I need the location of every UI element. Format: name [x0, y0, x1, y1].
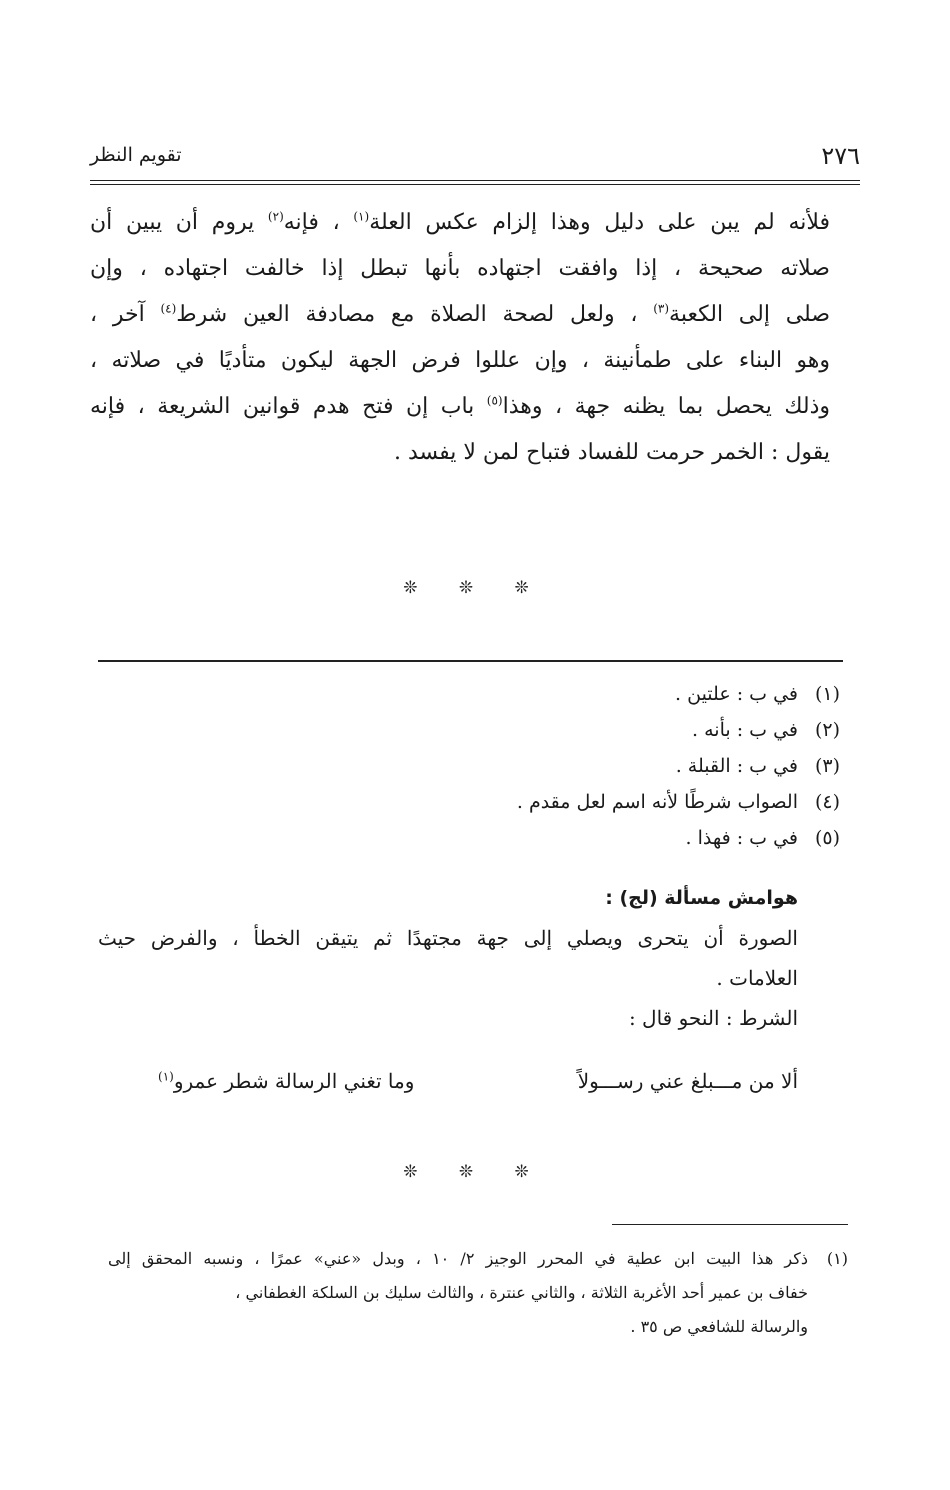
- margins-title: هوامش مسألة (لج) :: [605, 887, 798, 909]
- main-line: فلأنه لم يبن على دليل وهذا إلزام عكس العلة$^{(١)}$ ، فإنه$^{(٢)}$ يروم أن يبين أن: [90, 209, 830, 235]
- note-item: (٢)في ب : بأنه .: [692, 719, 840, 741]
- footnotes: [108, 1242, 848, 1344]
- verse-first-hemistich: ألا من مـــبلغ عني رســـولاً: [577, 1069, 798, 1093]
- poetry-verse: [158, 1060, 798, 1102]
- note-item: (١)في ب : علتين .: [675, 683, 840, 705]
- section-ornament: ❊ ❊ ❊: [403, 578, 547, 598]
- main-line: صلى إلى الكعبة$^{(٣)}$ ، ولعل لصحة الصلاة مع مصادفة العين شرط$^{(٤)}$ آخر ،: [90, 301, 831, 327]
- notes-rule: [98, 660, 843, 662]
- footnote-rule: [612, 1224, 848, 1225]
- note-item: (٣)في ب : القبلة .: [675, 755, 840, 777]
- header-rule-thin: [90, 184, 860, 185]
- variant-notes: [100, 676, 840, 856]
- main-line: وهو البناء على طمأنينة ، وإن عللوا فرض الجهة ليكون متأديًا في صلاته ،: [90, 348, 830, 373]
- main-text: [90, 200, 830, 476]
- footnote-mark: (٣): [653, 301, 670, 316]
- footnote-mark: (٤): [160, 301, 177, 316]
- footnote-mark: (٥): [486, 393, 503, 408]
- margins-line: الصورة أن يتحرى ويصلي إلى جهة مجتهدًا ثم يتيقن الخطأ ، والفرض حيث: [98, 926, 798, 950]
- main-line: وذلك يحصل بما يظنه جهة ، وهذا$^{(٥)}$ باب إن فتح هدم قوانين الشريعة ، فإنه: [90, 393, 831, 419]
- verse-second-hemistich: وما تغني الرسالة شطر عمرو$^{(١)}$: [158, 1069, 415, 1093]
- footnote-mark: (١): [353, 209, 370, 224]
- header-rule: [90, 180, 860, 181]
- book-title: تقويم النظر: [90, 144, 182, 166]
- footnote-line: (١)ذكر هذا البيت ابن عطية في المحرر الوجيز ٢/ ١٠ ، وبدل «عني» عمرًا ، ونسبه المحقق إلى: [108, 1249, 848, 1268]
- footnote-mark: (٢): [267, 209, 284, 224]
- footnote-line: خفاف بن عمير أحد الأغربة الثلاثة ، والثاني عنترة ، والثالث سليك بن السلكة الغطفاني ،: [235, 1283, 808, 1302]
- footnote-line: والرسالة للشافعي ص ٣٥ .: [630, 1317, 808, 1336]
- note-item: (٤)الصواب شرطًا لأنه اسم لعل مقدم .: [516, 791, 840, 813]
- running-header: [90, 142, 860, 176]
- margins-line: العلامات .: [716, 966, 798, 990]
- main-line: صلاته صحيحة ، إذا وافقت اجتهاده بأنها تبطل إذا خالفت اجتهاده ، وإن: [90, 256, 830, 281]
- page-number: ٢٧٦: [821, 142, 860, 170]
- issue-margins: [98, 878, 798, 1038]
- note-item: (٥)في ب : فهذا .: [685, 827, 840, 849]
- section-ornament: ❊ ❊ ❊: [403, 1162, 547, 1182]
- main-line: يقول : الخمر حرمت للفساد فتباح لمن لا يفسد .: [393, 440, 830, 465]
- margins-line: الشرط : النحو قال :: [628, 1006, 798, 1030]
- footnote-mark: (١): [158, 1069, 174, 1084]
